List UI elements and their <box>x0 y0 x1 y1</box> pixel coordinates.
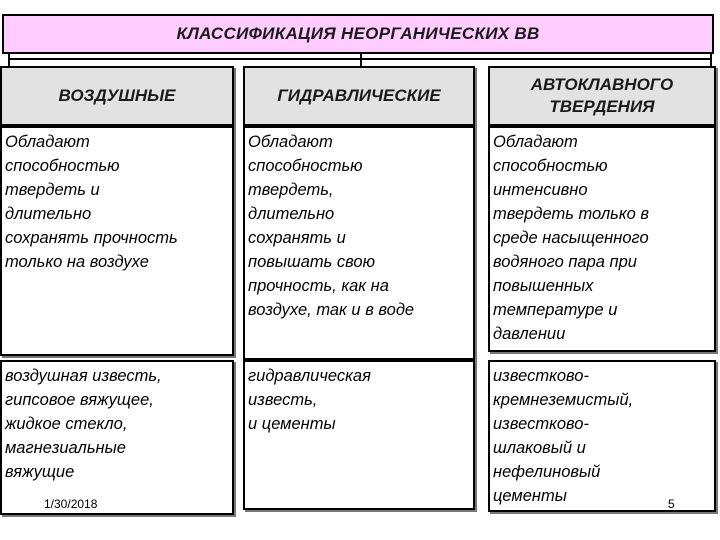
column-header-label: ВОЗДУШНЫЕ <box>58 86 176 105</box>
connector-line-right <box>710 54 712 66</box>
slide-number: 5 <box>668 497 675 511</box>
examples-cell-hydraulic: гидравлическая известь, и цементы <box>243 360 475 510</box>
column-header-autoclave <box>488 66 716 126</box>
slide-date: 1/30/2018 <box>44 497 98 511</box>
diagram-title: КЛАССИФИКАЦИЯ НЕОРГАНИЧЕСКИХ ВВ <box>2 14 714 54</box>
connector-line-left <box>8 54 10 66</box>
column-header-label: АВТОКЛАВНОГО ТВЕРДЕНИЯ <box>530 75 674 116</box>
column-header-air <box>0 66 234 126</box>
column-header-label: ГИДРАВЛИЧЕСКИЕ <box>277 86 441 105</box>
property-cell-autoclave: Обладают способностью интенсивно твердеть только в среде насыщенного водяного пара при повышенных температуре и давлении <box>488 126 716 352</box>
property-cell-hydraulic: Обладают способностью твердеть, длительно сохранять и повышать свою прочность, как на воздухе, так и в воде <box>243 126 475 360</box>
column-header-hydraulic <box>243 66 475 126</box>
examples-cell-air: воздушная известь, гипсовое вяжущее, жидкое стекло, магнезиальные вяжущие <box>0 360 234 515</box>
connector-line-center <box>360 54 362 66</box>
property-cell-air: Обладают способностью твердеть и длительно сохранять прочность только на воздухе <box>0 126 234 356</box>
examples-cell-autoclave: известково- кремнеземистый, известково- шлаковый и нефелиновый цементы <box>488 360 716 512</box>
